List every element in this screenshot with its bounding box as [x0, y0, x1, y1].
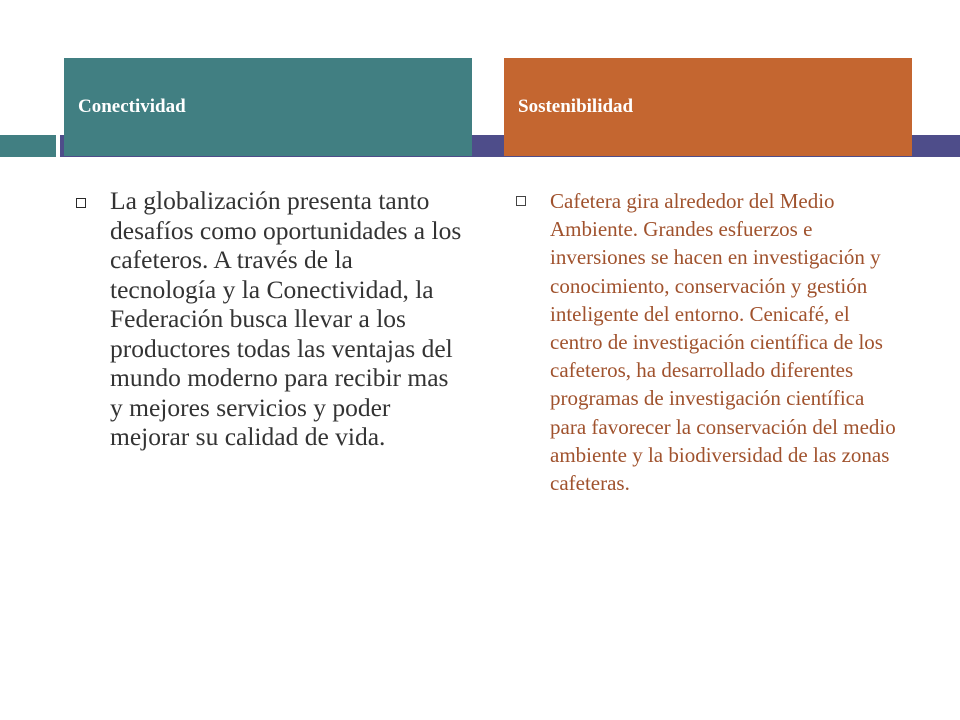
header-sostenibilidad-label: Sostenibilidad: [518, 96, 634, 117]
right-bullet-item: [510, 187, 905, 497]
square-bullet-icon: [516, 196, 526, 206]
left-bullet-item: [70, 186, 465, 452]
header-sostenibilidad: [504, 58, 912, 156]
square-bullet-icon: [76, 198, 86, 208]
left-paragraph: La globalización presenta tanto desafíos como oportunidades a los cafeteros. A través de la tecnología y la Conectividad, la Federación busca llevar a los productores todas las ventajas del mundo moderno para recibir mas y mejores servicios y poder mejorar su calidad de vida.: [110, 186, 462, 451]
right-paragraph: Cafetera gira alrededor del Medio Ambiente. Grandes esfuerzos e inversiones se hacen en investigación y conocimiento, conservación y gestión inteligente del entorno. Cenicafé, el centro de investigación científica de los cafeteros, ha desarrollado diferentes programas de investigación científica para favorecer la conservación del medio ambiente y la biodiversidad de las zonas cafeteras.: [550, 189, 896, 496]
header-conectividad: [64, 58, 472, 156]
header-conectividad-label: Conectividad: [78, 96, 186, 117]
left-column: [70, 186, 465, 452]
right-column: [510, 187, 905, 497]
decorative-band-left: [0, 135, 56, 157]
